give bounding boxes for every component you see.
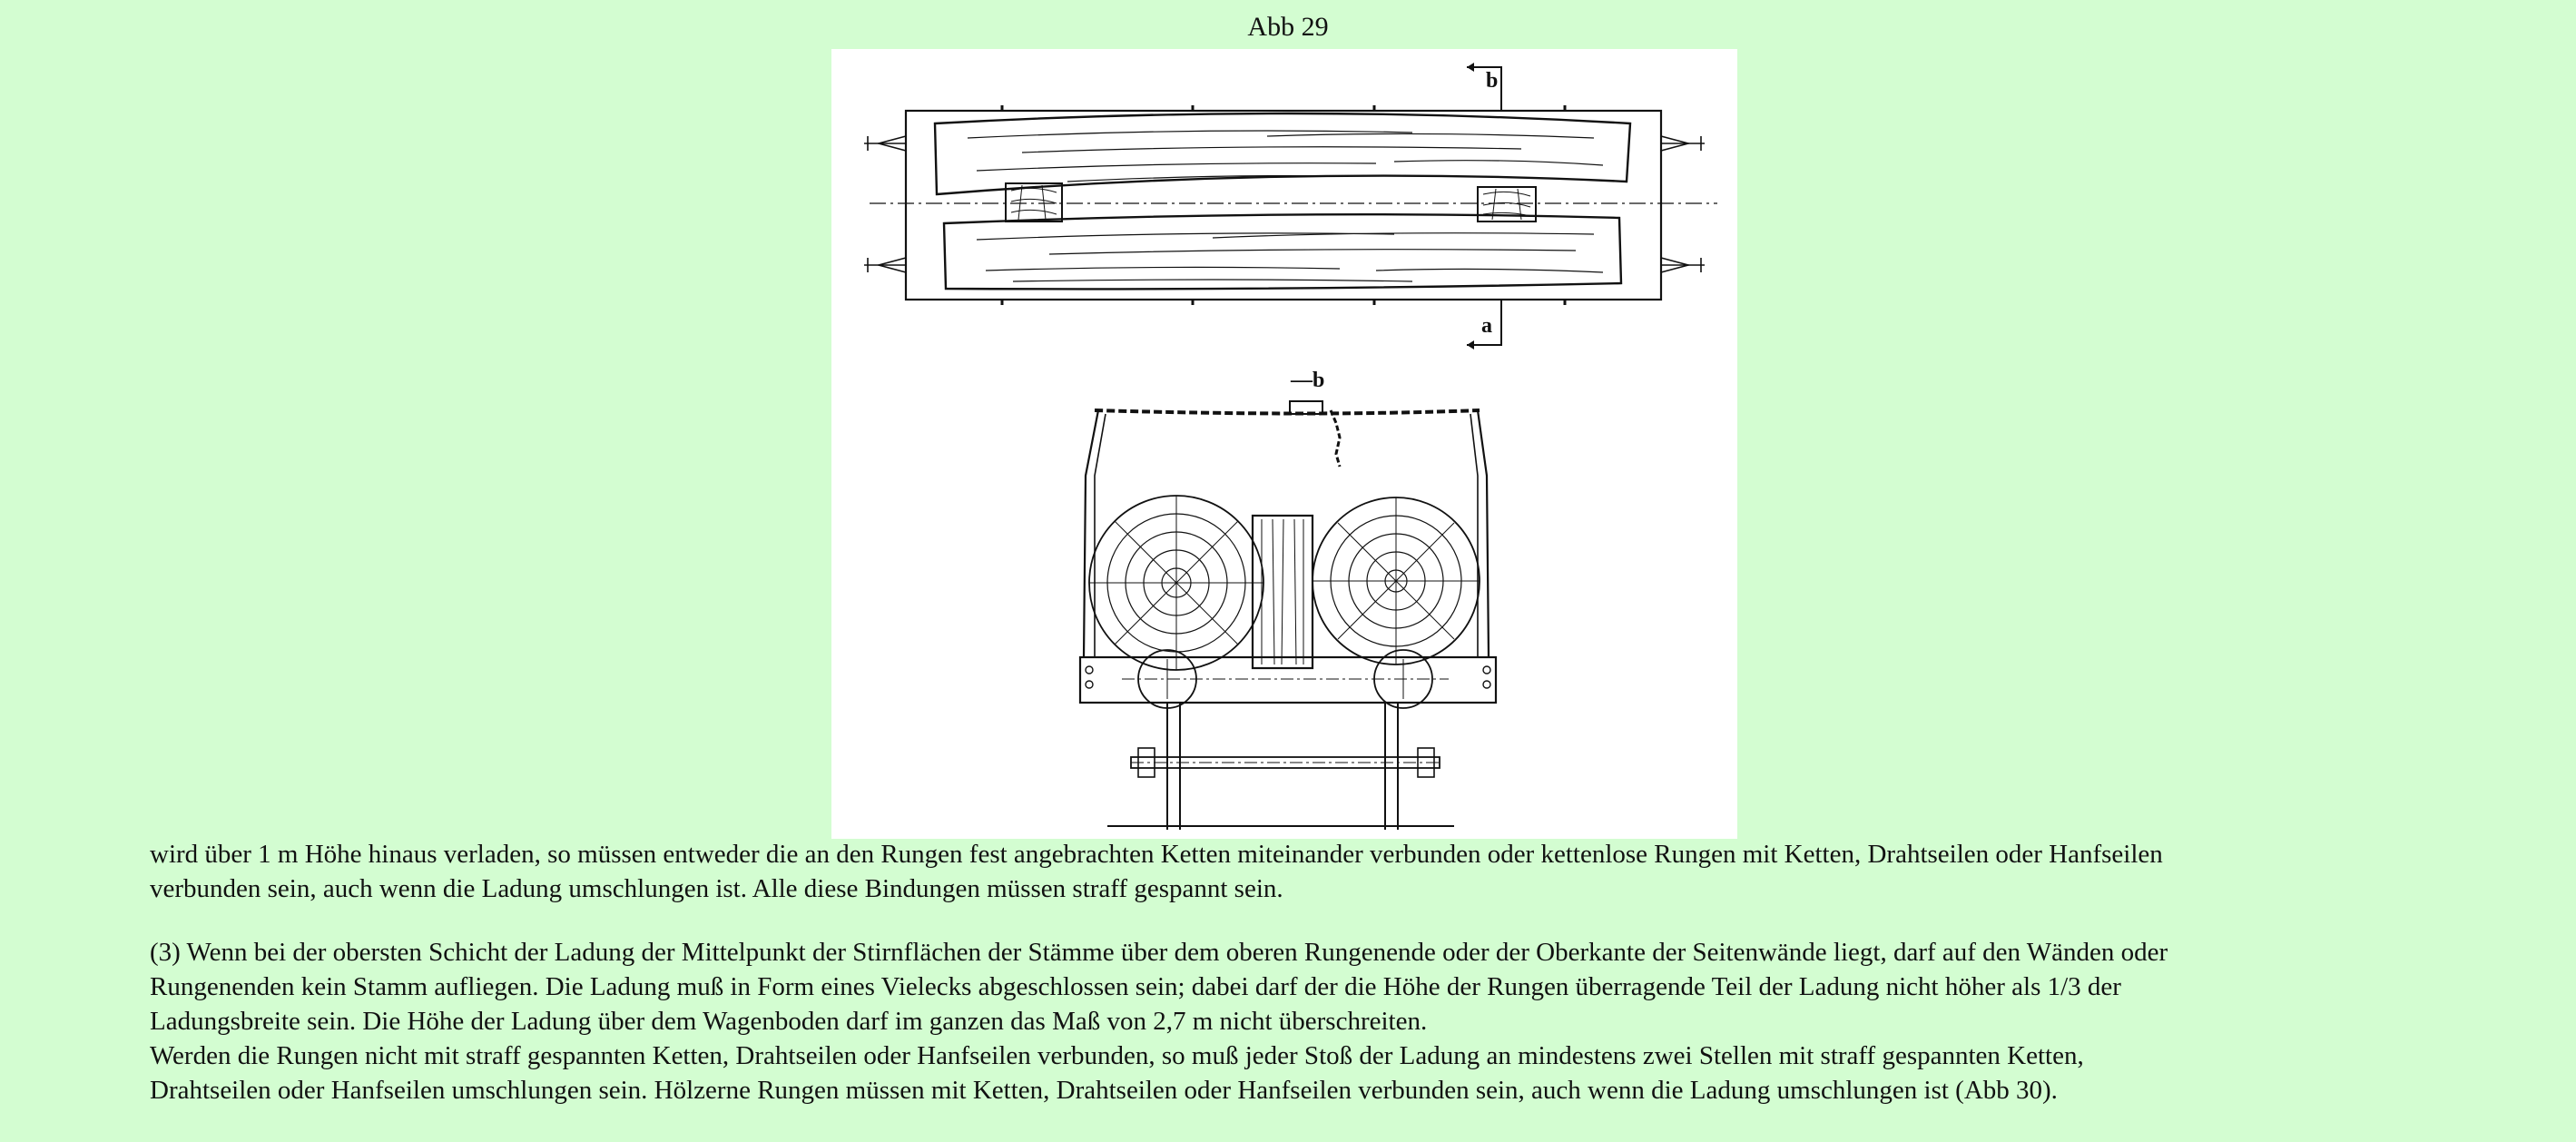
text-line: (3) Wenn bei der obersten Schicht der Ladung der Mittelpunkt der Stirnflächen der Stämme über dem oberen Rungenende oder der Oberkante der Seitenwände liegt, darf auf den Wänden oder [150, 938, 2168, 967]
section-label-b-top: b [1486, 69, 1499, 93]
figure-caption: Abb 29 [1247, 12, 1329, 42]
text-line: Ladungsbreite sein. Die Höhe der Ladung über dem Wagenboden darf im ganzen das Maß von 2,7 m nicht überschreiten. [150, 1007, 1428, 1036]
text-line: Rungenenden kein Stamm aufliegen. Die Ladung muß in Form eines Vielecks abgeschlossen sein; dabei darf der die Höhe der Rungen überragende Teil der Ladung nicht höher als 1/3 der [150, 972, 2121, 1001]
figure-abb-29 [831, 49, 1737, 839]
section-label-b-end: —b [1291, 369, 1325, 392]
text-line: wird über 1 m Höhe hinaus verladen, so müssen entweder die an den Rungen fest angebrachten Ketten miteinander verbunden oder kettenlose Rungen mit Ketten, Drahtseilen oder Hanfseilen [150, 840, 2163, 869]
text-line: Drahtseilen oder Hanfseilen umschlungen sein. Hölzerne Rungen müssen mit Ketten, Drahtseilen oder Hanfseilen verbunden sein, auch wenn die Ladung umschlungen ist (Abb 30). [150, 1076, 2058, 1105]
text-line: verbunden sein, auch wenn die Ladung umschlungen ist. Alle diese Bindungen müssen straff gespannt sein. [150, 874, 1283, 903]
top-view-drawing [864, 63, 1717, 349]
end-view-drawing [1080, 401, 1496, 830]
technical-drawing [831, 49, 1737, 839]
text-line: Werden die Rungen nicht mit straff gespannten Ketten, Drahtseilen oder Hanfseilen verbunden, so muß jeder Stoß der Ladung an mindestens zwei Stellen mit straff gespannten Ketten, [150, 1041, 2084, 1070]
section-label-a: a [1481, 314, 1492, 338]
paragraph-2 [150, 935, 2473, 1108]
paragraph-1 [150, 837, 2473, 906]
